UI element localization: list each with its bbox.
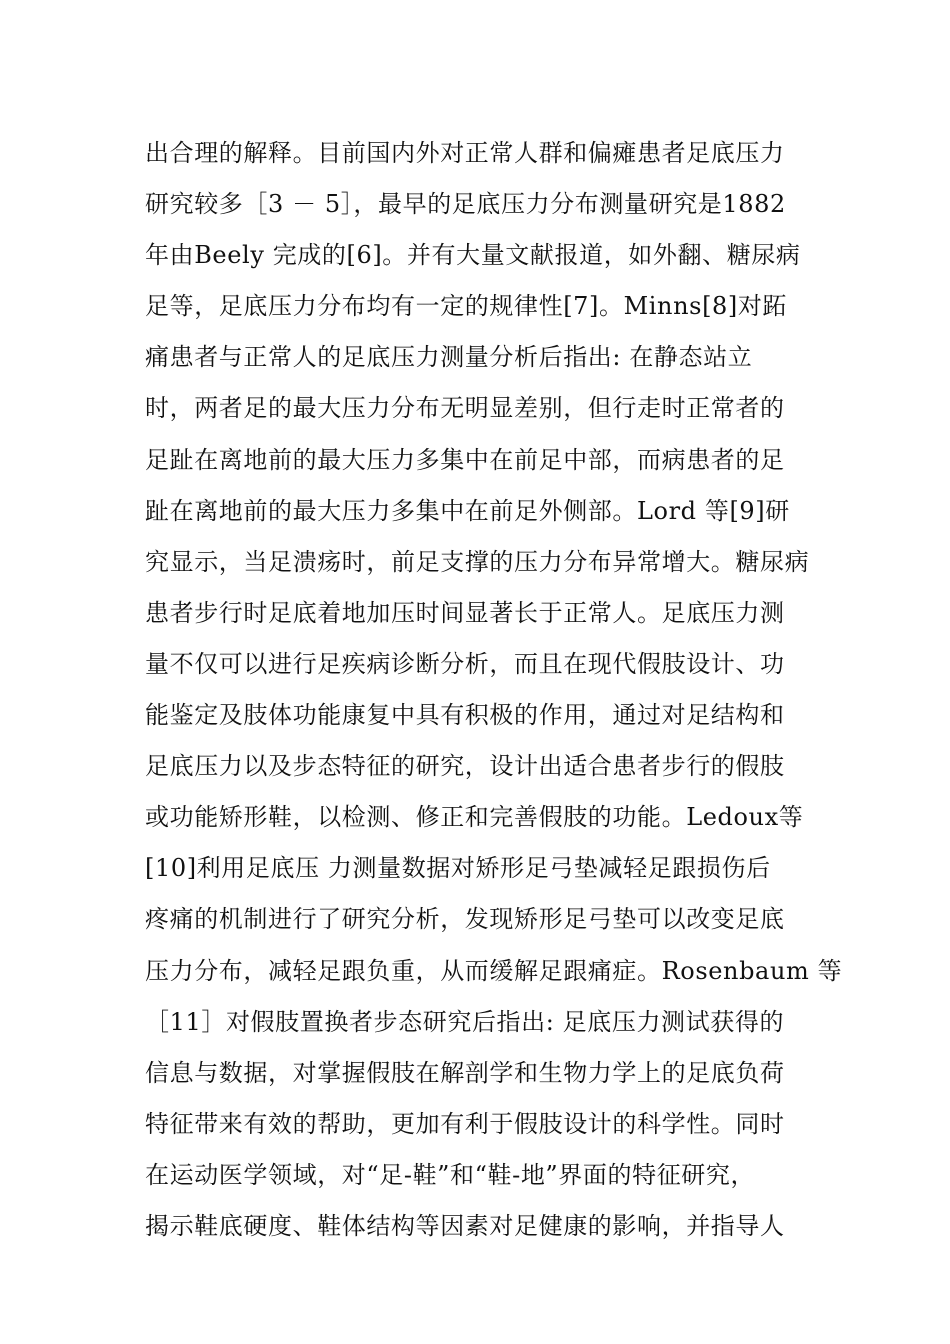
text-line: 出合理的解释。目前国内外对正常人群和偏瘫患者足底压力	[145, 139, 785, 167]
text-line: 足趾在离地前的最大压力多集中在前足中部，而病患者的足	[145, 445, 785, 474]
text-line: 研究较多［3 － 5］，最早的足底压力分布测量研究是1882	[145, 190, 786, 219]
text-line: 患者步行时足底着地加压时间显著长于正常人。足底压力测	[145, 598, 785, 627]
text-line: 压力分布，减轻足跟负重，从而缓解足跟痛症。Rosenbaum 等	[145, 956, 843, 985]
text-line: 足等，足底压力分布均有一定的规律性[7]。Minns[8]对跖	[145, 292, 788, 321]
text-line: 足底压力以及步态特征的研究，设计出适合患者步行的假肢	[145, 752, 785, 781]
body-paragraph	[145, 128, 843, 1252]
text-line: 特征带来有效的帮助，更加有利于假肢设计的科学性。同时	[145, 1109, 785, 1138]
text-line: 痛患者与正常人的足底压力测量分析后指出: 在静态站立	[145, 343, 753, 372]
text-line: 时，两者足的最大压力分布无明显差别，但行走时正常者的	[145, 394, 785, 423]
text-line: 揭示鞋底硬度、鞋体结构等因素对足健康的影响，并指导人	[145, 1211, 785, 1240]
text-line: 究显示，当足溃疡时，前足支撑的压力分布异常增大。糖尿病	[145, 547, 810, 576]
text-line: 量不仅可以进行足疾病诊断分析，而且在现代假肢设计、功	[145, 649, 785, 678]
text-line: ［11］对假肢置换者步态研究后指出: 足底压力测试获得的	[145, 1007, 785, 1036]
text-line: 在运动医学领域，对“足-鞋”和“鞋-地”界面的特征研究，	[145, 1160, 756, 1189]
text-line: [10]利用足底压 力测量数据对矫形足弓垫减轻足跟损伤后	[145, 854, 771, 883]
text-line: 能鉴定及肢体功能康复中具有积极的作用，通过对足结构和	[145, 701, 785, 730]
text-line: 年由Beely 完成的[6]。并有大量文献报道，如外翻、糖尿病	[145, 241, 801, 270]
text-line: 趾在离地前的最大压力多集中在前足外侧部。Lord 等[9]研	[145, 496, 790, 525]
text-line: 或功能矫形鞋，以检测、修正和完善假肢的功能。Ledoux等	[145, 803, 804, 832]
text-line: 信息与数据，对掌握假肢在解剖学和生物力学上的足底负荷	[145, 1058, 785, 1087]
text-line: 疼痛的机制进行了研究分析，发现矫形足弓垫可以改变足底	[145, 905, 785, 934]
